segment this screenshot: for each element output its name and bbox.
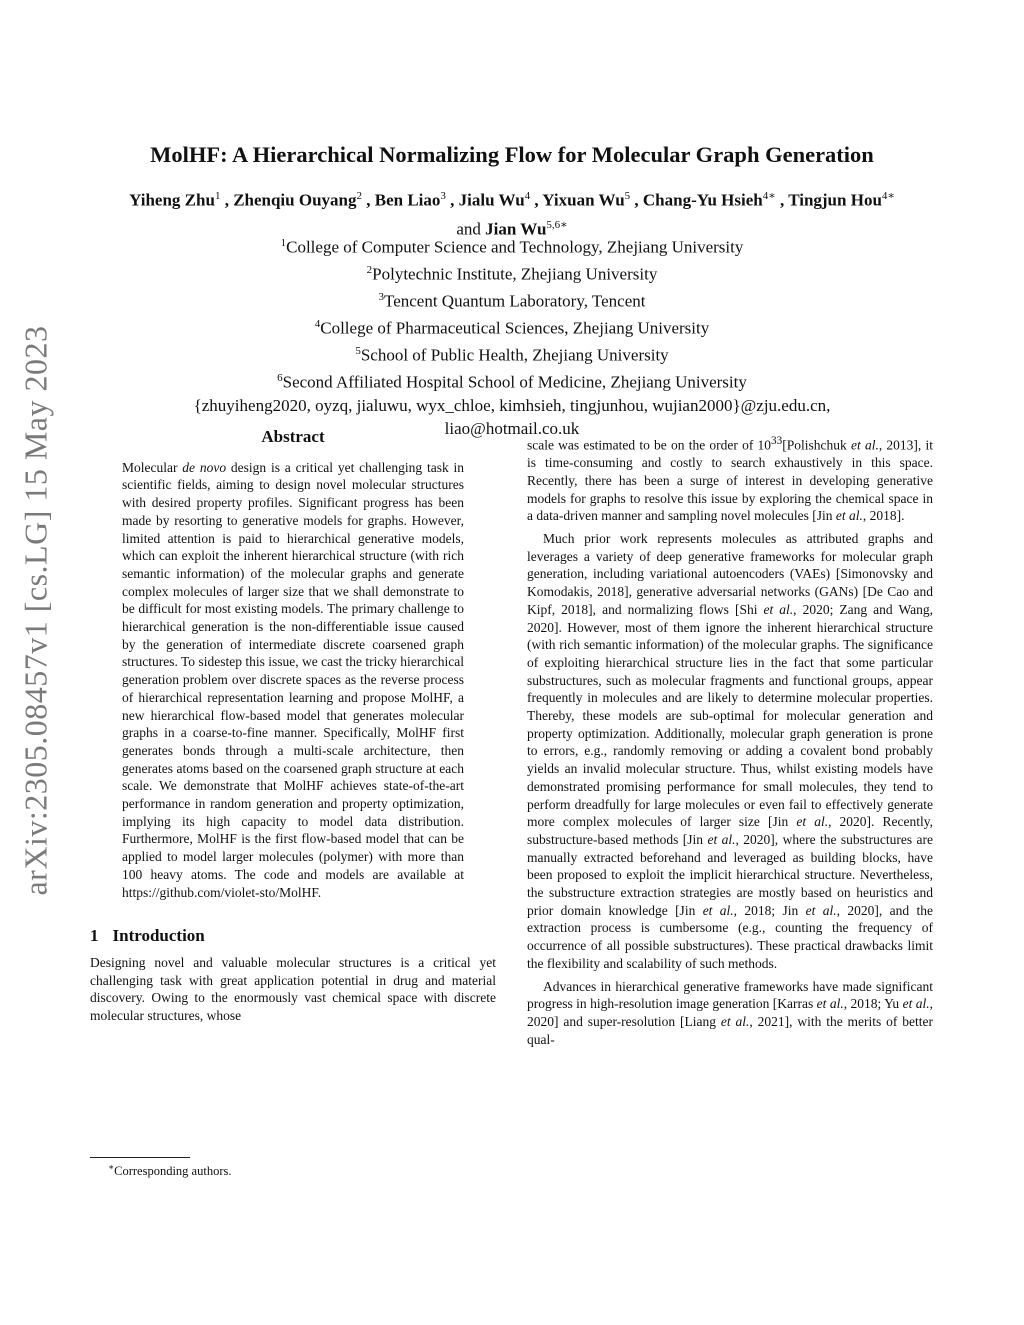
text-run: , 2020]. Recently, substructure-based methods [Jin xyxy=(527,814,933,847)
abstract-text xyxy=(90,459,496,902)
citation-etal: et al. xyxy=(796,814,829,830)
body-paragraph xyxy=(527,530,933,973)
affiliation-mark: 3 xyxy=(378,290,384,303)
body-paragraph xyxy=(527,433,933,525)
footnote-rule xyxy=(90,1157,190,1158)
section-heading-introduction xyxy=(90,927,496,945)
section-title: Introduction xyxy=(112,926,205,946)
affiliation-text: College of Pharmaceutical Sciences, Zhejiang University xyxy=(320,318,710,338)
affiliation xyxy=(100,259,924,286)
email-line: liao@hotmail.co.uk xyxy=(444,419,580,439)
citation-etal: et al. xyxy=(902,996,930,1012)
citation-etal: et al. xyxy=(816,996,844,1012)
text-run: , 2020; Zang and Wang, 2020]. However, most of them ignore the inherent hierarchical structure (with rich semantic information) of the molecular graphs. The significance of exploiting hierarchical structure lies in the fact that some particular substructures, such as molecular fragments and functional groups, appear frequently in molecules and are likely to determine molecular properties. Thereby, these models are sub-optimal for molecular generation and property optimization. Additionally, molecular graph generation is prone to errors, e.g., randomly removing or adding a covalent bond probably yields an invalid molecular structure. Thus, whilst existing models have demonstrated promising performance for small molecules, they tend to perform dreadfully for large molecules or even fail to effectively generate more complex molecules of larger size [Jin xyxy=(527,601,933,830)
author-name: Tingjun Hou xyxy=(788,190,882,210)
affiliation-text: School of Public Health, Zhejiang University xyxy=(360,345,669,365)
footnote xyxy=(108,1162,231,1179)
right-column xyxy=(527,433,933,1048)
arxiv-identifier: arXiv:2305.08457v1 [cs.LG] 15 May 2023 xyxy=(17,324,54,896)
citation-etal: et al. xyxy=(851,437,879,453)
text-run: Much prior work represents molecules as attributed graphs and leverages a variety of deep generative frameworks for molecular graph generation, including variational autoencoders (VAEs) [Simonovsky and Komodakis, 2018], generative adversarial networks (GANs) [De Cao and Kipf, 2018], and normalizing flows [Shi xyxy=(527,531,933,617)
footnote-text: Corresponding authors. xyxy=(114,1164,232,1179)
affiliation xyxy=(100,367,924,394)
author-affil-mark: 5,6∗ xyxy=(546,218,568,231)
citation-etal: et al. xyxy=(835,508,863,524)
body-paragraph xyxy=(527,978,933,1049)
text-run: , 2018; Jin xyxy=(733,902,806,918)
affiliation-mark: 4 xyxy=(314,317,321,330)
affiliation-text: Tencent Quantum Laboratory, Tencent xyxy=(384,291,646,311)
author-affil-mark: 4∗ xyxy=(762,190,776,202)
author-list: Yiheng Zhu$^1$ , Zhenqiu Ouyang$^2$ , Ben Liao$^3$ , Jialu Wu$^4$ , Yixuan Wu$^5$ , Chang-Yu Hsieh$^{4∗}$ , Tingjun Hou$^{4∗}$ and Jian $Wu^{5,6∗}$ xyxy=(129,190,895,239)
citation-etal: et al. xyxy=(702,902,734,918)
section-number: 1 xyxy=(90,926,99,946)
exponent: 33 xyxy=(771,435,783,447)
author-affil-mark: 2 xyxy=(356,190,362,202)
paper-title: MolHF: A Hierarchical Normalizing Flow for Molecular Graph Generation xyxy=(150,142,874,167)
text-run: , 2020], and the extraction process is cumbersome (e.g., counting the frequency of occurrence of all possible substructures). These practical drawbacks limit the flexibility and scalability of such methods. xyxy=(527,902,933,971)
citation-etal: et al. xyxy=(720,1014,750,1029)
affiliation-mark: 1 xyxy=(280,237,287,249)
author-name: Yiheng Zhu xyxy=(129,190,215,210)
author-name: Jian Wu xyxy=(485,219,547,239)
abstract-text-lead: Molecular xyxy=(122,459,183,475)
text-run: , 2020], where the substructures are manually extracted beforehand and leveraged as building blocks, have been proposed to exploit the implicit hierarchical structure. Nevertheless, the substructure extraction strategies are mostly based on heuristics and prior domain knowledge [Jin xyxy=(527,831,934,918)
left-column xyxy=(90,428,496,1025)
footnote-mark: ∗ xyxy=(108,1162,115,1172)
author-name: Zhenqiu Ouyang xyxy=(233,190,357,210)
abstract-heading: Abstract xyxy=(261,427,325,446)
arxiv-stamp xyxy=(12,250,60,970)
author-affil-mark: 1 xyxy=(214,190,221,202)
and-word: and xyxy=(456,219,481,239)
email-line: {zhuyiheng2020, oyzq, jialuwu, wyx_chloe, kimhsieh, tingjunhou, wujian2000}@zju.edu.cn, xyxy=(193,395,831,415)
affiliation-mark: 5 xyxy=(355,344,361,357)
author-name: Jialu Wu xyxy=(458,190,525,210)
affiliation-mark: 2 xyxy=(366,263,373,276)
citation-etal: et al. xyxy=(707,831,736,847)
text-run: , 2013], it is time-consuming and costly to search exhaustively in this space. Recently, there has been a surge of interest in developing generative models for graphs to resolve this issue by exploring the chemical space in a data-driven manner and sampling novel molecules [Jin xyxy=(527,437,934,524)
author-affil-mark: 5 xyxy=(624,190,631,202)
text-run: , 2018; Yu xyxy=(843,996,903,1012)
citation-etal: et al. xyxy=(805,902,837,918)
text-run: scale was estimated to be on the order of 10 xyxy=(527,437,772,453)
affiliation-text: Second Affiliated Hospital School of Medicine, Zhejiang University xyxy=(282,372,747,392)
text-run: [Polishchuk xyxy=(782,437,852,453)
abstract-text-body: design is a critical yet challenging task in scientific fields, aiming to design novel molecular structures with desired property profiles. Significant progress has been made by resorting to generative models for graphs. However, limited attention is paid to hierarchical generative models, which can exploit the inherent hierarchical structure (with rich semantic information) of the molecular graphs and generate complex molecules of larger size that we shall demonstrate to be difficult for most existing models. The primary challenge to hierarchical generation is the non-differentiable issue caused by the generation of intermediate discrete coarsened graph structures. To sidestep this issue, we cast the tricky hierarchical generation problem over discrete spaces as the reverse process of hierarchical representation learning and propose MolHF, a new hierarchical flow-based model that generates molecular graphs in a coarse-to-fine manner. Specifically, MolHF first generates bonds through a multi-scale architecture, then generates atoms based on the coarsened graph structure at each scale. We demonstrate that MolHF achieves state-of-the-art performance in random generation and property optimization, implying its high capacity to model data distribution. Furthermore, MolHF is the first flow-based model that can be applied to model larger molecules (polymer) with more than 100 heavy atoms. The code and models are available at https://github.com/violet-sto/MolHF. xyxy=(122,459,465,900)
affiliation-text: College of Computer Science and Technology, Zhejiang University xyxy=(286,237,744,257)
affiliation xyxy=(100,232,924,259)
affiliation xyxy=(100,313,924,340)
author-name: Chang-Yu Hsieh xyxy=(642,190,763,210)
affiliation xyxy=(100,340,924,367)
text-run: , 2018]. xyxy=(862,508,905,524)
citation-etal: et al. xyxy=(763,601,794,617)
text-run: , 2021], with the merits of better qual- xyxy=(527,1014,933,1047)
affiliation-text: Polytechnic Institute, Zhejiang University xyxy=(372,264,658,284)
affiliation-list xyxy=(100,232,924,440)
text-run: , 2020] and super-resolution [Liang xyxy=(527,996,933,1029)
author-affil-mark: 3 xyxy=(440,190,446,202)
author-affil-mark: 4 xyxy=(524,190,531,202)
author-name: Yixuan Wu xyxy=(542,190,625,210)
author-name: Ben Liao xyxy=(374,190,441,210)
affiliation xyxy=(100,286,924,313)
author-affil-mark: 4∗ xyxy=(881,190,895,202)
intro-paragraph: Designing novel and valuable molecular structures is a critical yet challenging task with great application potential in drug and material discovery. Owing to the enormously vast chemical space with discrete molecular structures, whose xyxy=(90,954,496,1024)
text-run: Advances in hierarchical generative frameworks have made significant progress in high-resolution image generation [Karras xyxy=(527,978,933,1012)
abstract-emphasis: de novo xyxy=(182,459,227,475)
affiliation-mark: 6 xyxy=(277,371,283,384)
